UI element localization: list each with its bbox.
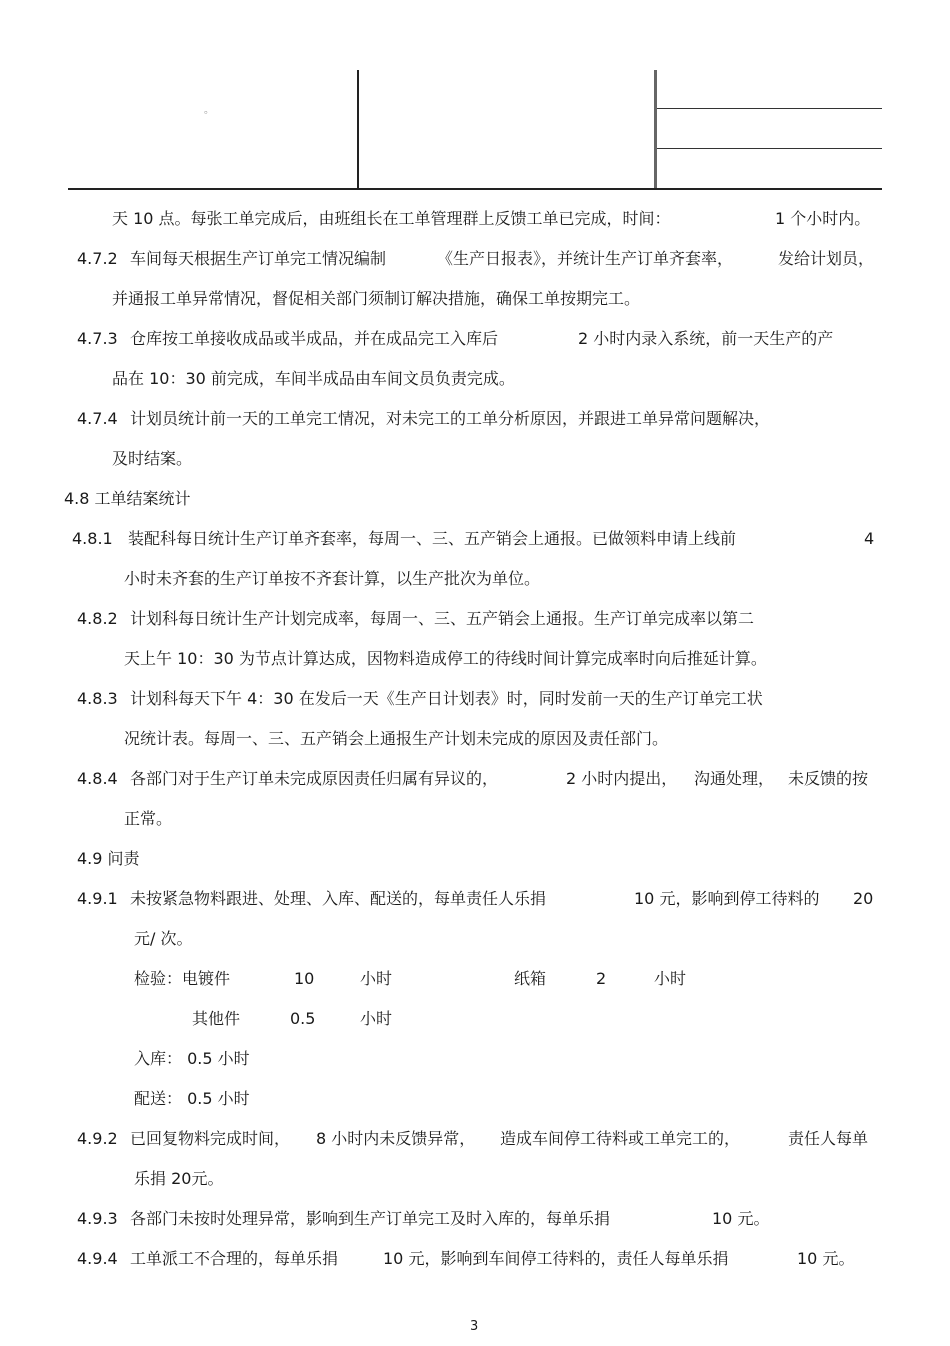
clause-4-7-2-text-cont: 并通报工单异常情况，督促相关部门须制订解决措施，确保工单按期完工。 — [112, 289, 641, 308]
clause-4-7-4-text-cont: 及时结案。 — [112, 449, 193, 468]
clause-number-4-9-1: 4.9.1 — [77, 889, 118, 908]
section-heading-4-8: 4.8 工单结案统计 — [64, 489, 191, 508]
clause-4-8-1-text-b: 4 — [864, 529, 875, 548]
clause-number-4-9-4: 4.9.4 — [77, 1249, 118, 1268]
clause-number-4-9-2: 4.9.2 — [77, 1129, 118, 1148]
clause-number-4-8-4: 4.8.4 — [77, 769, 118, 788]
page-number: 3 — [470, 1319, 479, 1334]
inspection-plating-value: 10 — [294, 969, 315, 988]
clause-4-9-2-text-c: 造成车间停工待料或工单完工的， — [500, 1129, 741, 1148]
clause-number-4-7-3: 4.7.3 — [77, 329, 118, 348]
clause-4-8-1-text-cont: 小时未齐套的生产订单按不齐套计算，以生产批次为单位。 — [124, 569, 541, 588]
clause-4-8-3-text-cont: 况统计表。每周一、三、五产销会上通报生产计划未完成的原因及责任部门。 — [124, 729, 669, 748]
clause-number-4-9-3: 4.9.3 — [77, 1209, 118, 1228]
clause-4-8-4-text-c: 沟通处理， — [694, 769, 775, 788]
clause-4-8-4-text-b: 2 小时内提出， — [566, 769, 678, 788]
clause-number-4-7-2: 4.7.2 — [77, 249, 118, 268]
clause-4-9-2-text-b: 8 小时内未反馈异常， — [316, 1129, 476, 1148]
inspection-other-unit: 小时 — [360, 1009, 393, 1028]
section-heading-4-9: 4.9 问责 — [77, 849, 140, 868]
clause-4-9-4-text-a: 工单派工不合理的，每单乐捐 — [130, 1249, 339, 1268]
clause-4-7-4-text-a: 计划员统计前一天的工单完工情况，对未完工的工单分析原因，并跟进工单异常问题解决， — [130, 409, 771, 428]
inspection-other-label: 其他件 — [192, 1009, 241, 1028]
table-horizontal-rule-1 — [657, 108, 882, 109]
clause-number-4-8-3: 4.8.3 — [77, 689, 118, 708]
delivery-time: 配送： 0.5 小时 — [134, 1089, 250, 1108]
table-vertical-rule-2 — [654, 70, 657, 190]
clause-4-8-4-text-d: 未反馈的按 — [788, 769, 869, 788]
continued-text-tail: 1 个小时内。 — [775, 209, 871, 228]
clause-4-9-2-text-cont: 乐捐 20元。 — [134, 1169, 224, 1188]
clause-4-8-1-text-a: 装配科每日统计生产订单齐套率，每周一、三、五产销会上通报。已做领料申请上线前 — [128, 529, 737, 548]
clause-4-9-3-text-b: 10 元。 — [712, 1209, 770, 1228]
inspection-carton-unit: 小时 — [654, 969, 687, 988]
clause-4-8-3-text-a: 计划科每天下午 4：30 在发后一天《生产日计划表》时，同时发前一天的生产订单完工状 — [130, 689, 763, 708]
continued-text-line: 天 10 点。每张工单完成后，由班组长在工单管理群上反馈工单已完成，时间： — [112, 209, 671, 228]
clause-number-4-8-2: 4.8.2 — [77, 609, 118, 628]
clause-4-8-2-text-cont: 天上午 10：30 为节点计算达成，因物料造成停工的待线时间计算完成率时向后推延计算。 — [124, 649, 767, 668]
clause-4-8-4-text-a: 各部门对于生产订单未完成原因责任归属有异议的， — [130, 769, 499, 788]
clause-4-7-2-text-c: 发给计划员， — [778, 249, 875, 268]
clause-4-9-4-text-b: 10 元，影响到车间停工待料的，责任人每单乐捐 — [383, 1249, 729, 1268]
table-vertical-rule-1 — [357, 70, 359, 190]
clause-4-9-1-text-b: 10 元，影响到停工待料的 — [634, 889, 820, 908]
clause-4-9-4-text-c: 10 元。 — [797, 1249, 855, 1268]
storage-time: 入库： 0.5 小时 — [134, 1049, 250, 1068]
inspection-carton-value: 2 — [596, 969, 607, 988]
clause-4-7-3-text-b: 2 小时内录入系统，前一天生产的产 — [578, 329, 834, 348]
clause-number-4-7-4: 4.7.4 — [77, 409, 118, 428]
clause-number-4-8-1: 4.8.1 — [72, 529, 113, 548]
table-cell-mark: 。 — [204, 105, 214, 116]
inspection-carton-label: 纸箱 — [514, 969, 547, 988]
clause-4-7-2-text-b: 《生产日报表》，并统计生产订单齐套率， — [437, 249, 734, 268]
clause-4-7-2-text-a: 车间每天根据生产订单完工情况编制 — [130, 249, 387, 268]
clause-4-9-1-text-cont: 元/ 次。 — [134, 929, 193, 948]
table-bottom-rule — [68, 188, 882, 190]
inspection-label: 检验：电镀件 — [134, 969, 231, 988]
inspection-other-value: 0.5 — [290, 1009, 316, 1028]
clause-4-9-2-text-a: 已回复物料完成时间， — [130, 1129, 291, 1148]
clause-4-8-4-text-cont: 正常。 — [124, 809, 173, 828]
inspection-plating-unit: 小时 — [360, 969, 393, 988]
clause-4-9-1-text-c: 20 — [853, 889, 874, 908]
clause-4-9-2-text-d: 责任人每单 — [788, 1129, 869, 1148]
table-horizontal-rule-2 — [657, 148, 882, 149]
clause-4-9-1-text-a: 未按紧急物料跟进、处理、入库、配送的，每单责任人乐捐 — [130, 889, 547, 908]
clause-4-7-3-text-cont: 品在 10：30 前完成，车间半成品由车间文员负责完成。 — [112, 369, 515, 388]
clause-4-8-2-text-a: 计划科每日统计生产计划完成率，每周一、三、五产销会上通报。生产订单完成率以第二 — [130, 609, 755, 628]
clause-4-7-3-text-a: 仓库按工单接收成品或半成品，并在成品完工入库后 — [130, 329, 499, 348]
clause-4-9-3-text-a: 各部门未按时处理异常，影响到生产订单完工及时入库的，每单乐捐 — [130, 1209, 611, 1228]
